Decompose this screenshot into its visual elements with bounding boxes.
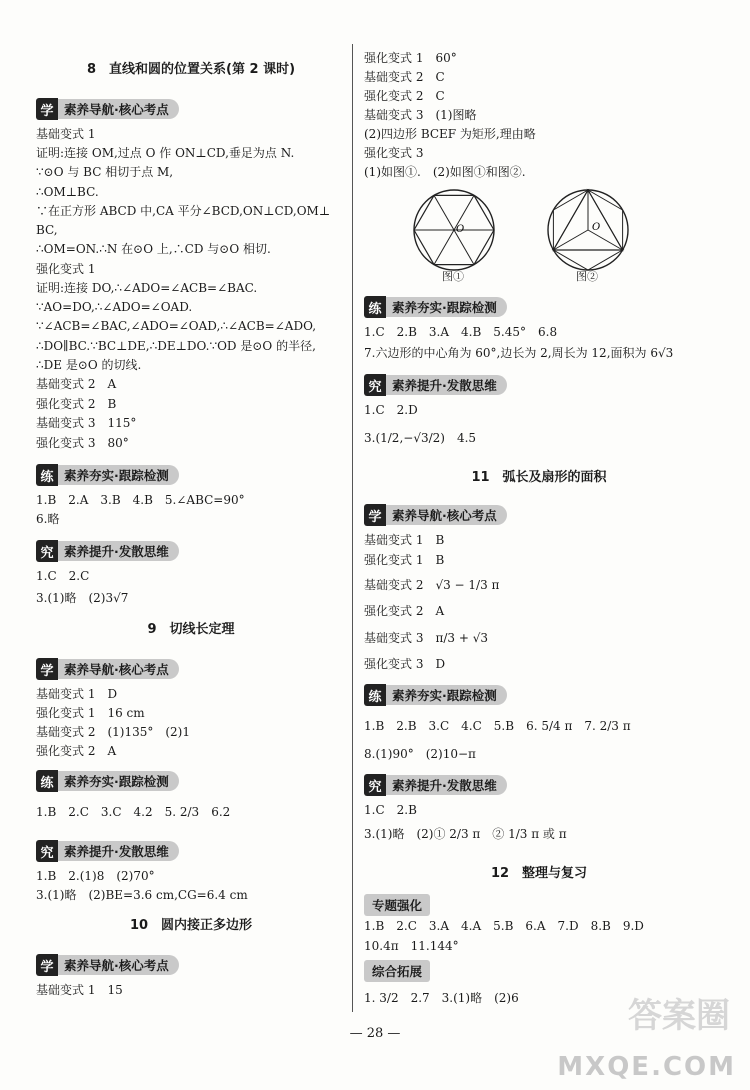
banner-label: 综合拓展: [364, 960, 430, 982]
answer-line: 强化变式 3 D: [364, 657, 446, 671]
answer-line: 证明:连接 DO,∴∠ADO=∠ACB=∠BAC.: [36, 281, 258, 295]
banner-label: 素养导航·核心考点: [58, 659, 179, 679]
banner-badge: 学: [36, 98, 58, 120]
answer-line: ∵AO=DO,∴∠ADO=∠OAD.: [36, 300, 193, 314]
answer-line: 3.(1)略 (2)① 2/3 π ② 1/3 π 或 π: [364, 827, 567, 841]
answer-line: 证明:连接 OM,过点 O 作 ON⊥CD,垂足为点 N.: [36, 146, 295, 160]
answer-line: 10.4π 11.144°: [364, 939, 459, 953]
banner-badge: 练: [364, 296, 386, 318]
section-9-title: 9 切线长定理: [147, 622, 235, 637]
answer-line: 1.B 2.(1)8 (2)70°: [36, 869, 155, 883]
figure-2-caption: 图②: [576, 270, 598, 283]
answer-line: 1.B 2.C 3.A 4.A 5.B 6.A 7.D 8.B 9.D: [364, 919, 644, 933]
page-number: — 28 —: [349, 1026, 401, 1041]
answer-line: ∵在正方形 ABCD 中,CA 平分∠BCD,ON⊥CD,OM⊥: [36, 204, 331, 218]
figure-2-diagram: [538, 186, 638, 276]
figure-2-center-label: O: [592, 222, 601, 233]
answer-line: 基础变式 3 π/3 + √3: [364, 631, 488, 645]
answer-line: 1.B 2.C 3.C 4.2 5. 2/3 6.2: [36, 805, 231, 819]
banner-badge: 究: [36, 540, 58, 562]
answer-line: 基础变式 2 (1)135° (2)1: [36, 725, 190, 739]
answer-line: 1.C 2.D: [364, 403, 418, 417]
answer-line: 基础变式 1 B: [364, 533, 445, 547]
section-banner-practice: [364, 296, 507, 318]
column-divider: [352, 44, 353, 1012]
section-banner-extend: [364, 960, 430, 982]
section-banner-explore: [36, 840, 179, 862]
banner-badge: 练: [36, 770, 58, 792]
banner-badge: 究: [36, 840, 58, 862]
answer-line: 基础变式 2 √3 − 1/3 π: [364, 578, 500, 592]
banner-badge: 练: [36, 464, 58, 486]
banner-label: 素养导航·核心考点: [58, 99, 179, 119]
answer-line: (1)如图①. (2)如图①和图②.: [364, 165, 526, 179]
answer-line: 8.(1)90° (2)10−π: [364, 747, 476, 761]
answer-line: ∵⊙O 与 BC 相切于点 M,: [36, 165, 174, 179]
section-banner-practice: [36, 464, 179, 486]
banner-label: 素养夯实·跟踪检测: [386, 297, 507, 317]
banner-label: 素养导航·核心考点: [386, 505, 507, 525]
answer-line: 基础变式 1: [36, 127, 96, 141]
answer-line: 强化变式 1 B: [364, 553, 445, 567]
banner-badge: 学: [36, 658, 58, 680]
answer-line: ∵∠ACB=∠BAC,∠ADO=∠OAD,∴∠ACB=∠ADO,: [36, 319, 317, 333]
figure-1-caption: 图①: [442, 270, 464, 283]
section-banner-study: [36, 98, 179, 120]
banner-badge: 究: [364, 374, 386, 396]
section-banner-topic: [364, 894, 430, 916]
answer-line: 1.C 2.B 3.A 4.B 5.45° 6.8: [364, 325, 558, 339]
answer-line: 强化变式 3 80°: [36, 436, 129, 450]
banner-badge: 练: [364, 684, 386, 706]
banner-badge: 究: [364, 774, 386, 796]
answer-line: 1.B 2.B 3.C 4.C 5.B 6. 5/4 π 7. 2/3 π: [364, 719, 631, 733]
answer-line: 1.B 2.A 3.B 4.B 5.∠ABC=90°: [36, 493, 245, 507]
answer-line: 1.C 2.C: [36, 569, 90, 583]
answer-line: 强化变式 1 60°: [364, 51, 457, 65]
answer-line: 3.(1)略 (2)BE=3.6 cm,CG=6.4 cm: [36, 888, 248, 902]
section-banner-study: [364, 504, 507, 526]
answer-line: 基础变式 1 D: [36, 687, 118, 701]
answer-line: 1. 3/2 2.7 3.(1)略 (2)6: [364, 991, 519, 1005]
answer-line: 强化变式 2 A: [36, 744, 117, 758]
section-banner-study: [36, 658, 179, 680]
figure-1-center-label: O: [456, 224, 465, 235]
banner-label: 素养夯实·跟踪检测: [58, 771, 179, 791]
banner-label: 素养提升·发散思维: [386, 775, 507, 795]
section-banner-explore: [364, 774, 507, 796]
answer-line: 6.略: [36, 512, 60, 526]
answer-line: 强化变式 1 16 cm: [36, 706, 145, 720]
answer-line: 3.(1)略 (2)3√7: [36, 591, 129, 605]
section-11-title: 11 弧长及扇形的面积: [471, 470, 607, 485]
banner-label: 专题强化: [364, 894, 430, 916]
answer-line: ∴DO∥BC.∵BC⊥DE,∴DE⊥DO.∵OD 是⊙O 的半径,: [36, 339, 316, 353]
answer-line: 基础变式 3 (1)图略: [364, 108, 477, 122]
answer-line: 强化变式 2 C: [364, 89, 445, 103]
answer-line: 7.六边形的中心角为 60°,边长为 2,周长为 12,面积为 6√3: [364, 346, 674, 360]
answer-line: 基础变式 3 115°: [36, 416, 137, 430]
answer-line: 1.C 2.B: [364, 803, 417, 817]
answer-line: BC,: [36, 223, 58, 237]
answer-line: ∴DE 是⊙O 的切线.: [36, 358, 142, 372]
section-banner-explore: [36, 540, 179, 562]
watermark-logo: 答案圈: [628, 996, 730, 1036]
section-8-title: 8 直线和圆的位置关系(第 2 课时): [86, 62, 296, 77]
answer-line: ∴OM⊥BC.: [36, 185, 99, 199]
answer-line: (2)四边形 BCEF 为矩形,理由略: [364, 127, 536, 141]
banner-label: 素养导航·核心考点: [58, 955, 179, 975]
answer-line: 强化变式 2 B: [36, 397, 117, 411]
watermark-url: MXQE.COM: [557, 1052, 736, 1082]
section-12-title: 12 整理与复习: [490, 866, 588, 881]
answer-line: 强化变式 2 A: [364, 604, 445, 618]
answer-line: 基础变式 2 A: [36, 377, 117, 391]
section-banner-practice: [364, 684, 507, 706]
banner-label: 素养夯实·跟踪检测: [386, 685, 507, 705]
answer-line: 强化变式 3: [364, 146, 424, 160]
answer-line: 基础变式 2 C: [364, 70, 445, 84]
banner-label: 素养提升·发散思维: [58, 841, 179, 861]
banner-badge: 学: [364, 504, 386, 526]
section-banner-study: [36, 954, 179, 976]
answer-line: ∴OM=ON.∴N 在⊙O 上,∴CD 与⊙O 相切.: [36, 242, 271, 256]
answer-line: 基础变式 1 15: [36, 983, 123, 997]
section-10-title: 10 圆内接正多边形: [129, 918, 253, 933]
banner-label: 素养夯实·跟踪检测: [58, 465, 179, 485]
section-banner-practice: [36, 770, 179, 792]
banner-label: 素养提升·发散思维: [58, 541, 179, 561]
banner-badge: 学: [36, 954, 58, 976]
banner-label: 素养提升·发散思维: [386, 375, 507, 395]
figure-1-diagram: [404, 186, 504, 276]
section-banner-explore: [364, 374, 507, 396]
answer-line: 强化变式 1: [36, 262, 96, 276]
answer-line: 3.(1/2,−√3/2) 4.5: [364, 431, 477, 445]
